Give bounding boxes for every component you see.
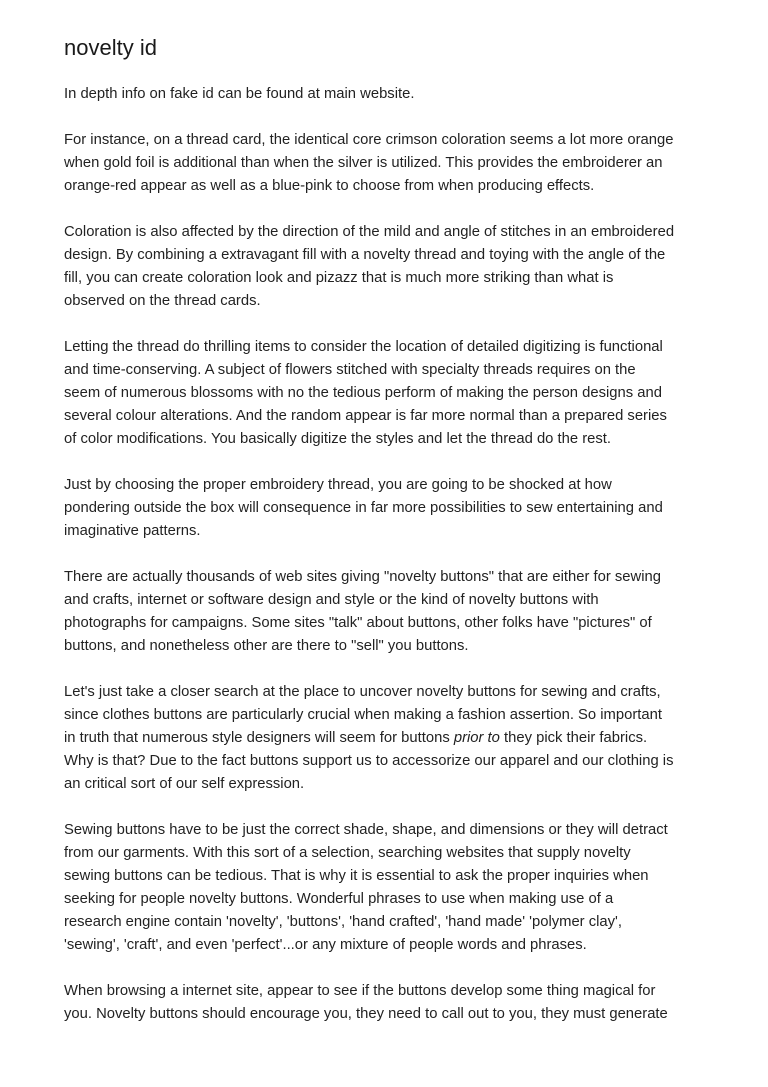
text-line: an critical sort of our self expression.	[64, 776, 305, 792]
text-line: imaginative patterns.	[64, 523, 201, 539]
text-line: fill, you can create coloration look and pizazz that is much more striking than what is	[64, 270, 614, 286]
text-line: from our garments. With this sort of a selection, searching websites that supply novelty	[64, 845, 631, 861]
text-line: seeking for people novelty buttons. Wonderful phrases to use when making use of a	[64, 891, 614, 907]
paragraph-browsing	[64, 980, 714, 1026]
document-body	[64, 83, 714, 1049]
text-segment: in truth that numerous style designers will seem for buttons	[64, 730, 454, 746]
paragraph-embroidery-thread	[64, 474, 714, 543]
text-line: Just by choosing the proper embroidery thread, you are going to be shocked at how	[64, 477, 612, 493]
paragraph-web-sites	[64, 566, 714, 658]
text-line: orange-red appear as well as a blue-pink to choose from when producing effects.	[64, 178, 595, 194]
page-title: novelty id	[64, 35, 157, 60]
text-line: sewing buttons can be tedious. That is why it is essential to ask the proper inquiries when	[64, 868, 649, 884]
text-line: since clothes buttons are particularly crucial when making a fashion assertion. So important	[64, 707, 662, 723]
text-line: Why is that? Due to the fact buttons support us to accessorize our apparel and our clothing is	[64, 753, 674, 769]
paragraph-sewing-buttons	[64, 819, 714, 957]
paragraph-coloration	[64, 221, 714, 313]
text-line: design. By combining a extravagant fill with a novelty thread and toying with the angle of the	[64, 247, 666, 263]
text-line: Sewing buttons have to be just the correct shade, shape, and dimensions or they will detract	[64, 822, 668, 838]
paragraph-closer-search	[64, 681, 714, 796]
text-line: For instance, on a thread card, the identical core crimson coloration seems a lot more orange	[64, 132, 674, 148]
text-line: buttons, and nonetheless other are there to "sell" you buttons.	[64, 638, 469, 654]
text-line: Letting the thread do thrilling items to consider the location of detailed digitizing is functional	[64, 339, 663, 355]
text-line: seem of numerous blossoms with no the tedious perform of making the person designs and	[64, 385, 662, 401]
text-line-mixed	[64, 727, 714, 750]
text-line: Coloration is also affected by the direction of the mild and angle of stitches in an embroidered	[64, 224, 675, 240]
text-line: of color modifications. You basically digitize the styles and let the thread do the rest.	[64, 431, 611, 447]
text-line: When browsing a internet site, appear to see if the buttons develop some thing magical for	[64, 983, 656, 999]
text-line: Let's just take a closer search at the place to uncover novelty buttons for sewing and crafts,	[64, 684, 661, 700]
text-line: and time-conserving. A subject of flowers stitched with specialty threads requires on the	[64, 362, 636, 378]
paragraph-intro	[64, 83, 714, 106]
text-line: several colour alterations. And the random appear is far more normal than a prepared series	[64, 408, 667, 424]
paragraph-thread-card	[64, 129, 714, 198]
text-line: and crafts, internet or software design and style or the kind of novelty buttons with	[64, 592, 599, 608]
text-line: There are actually thousands of web sites giving "novelty buttons" that are either for sewing	[64, 569, 661, 585]
italic-text: prior to	[453, 730, 500, 746]
text-line: you. Novelty buttons should encourage you, they need to call out to you, they must generate	[64, 1006, 668, 1022]
text-line: when gold foil is additional than when the silver is utilized. This provides the embroiderer an	[64, 155, 663, 171]
text-line: observed on the thread cards.	[64, 293, 261, 309]
text-segment: they pick their fabrics.	[499, 730, 648, 746]
text-line: 'sewing', 'craft', and even 'perfect'...or any mixture of people words and phrases.	[64, 937, 587, 953]
text-line: research engine contain 'novelty', 'buttons', 'hand crafted', 'hand made' 'polymer clay',	[64, 914, 622, 930]
text-line: photographs for campaigns. Some sites "talk" about buttons, other folks have "pictures" of	[64, 615, 652, 631]
text-line: In depth info on fake id can be found at main website.	[64, 86, 415, 102]
text-line: pondering outside the box will consequence in far more possibilities to sew entertaining and	[64, 500, 663, 516]
paragraph-letting-thread	[64, 336, 714, 451]
